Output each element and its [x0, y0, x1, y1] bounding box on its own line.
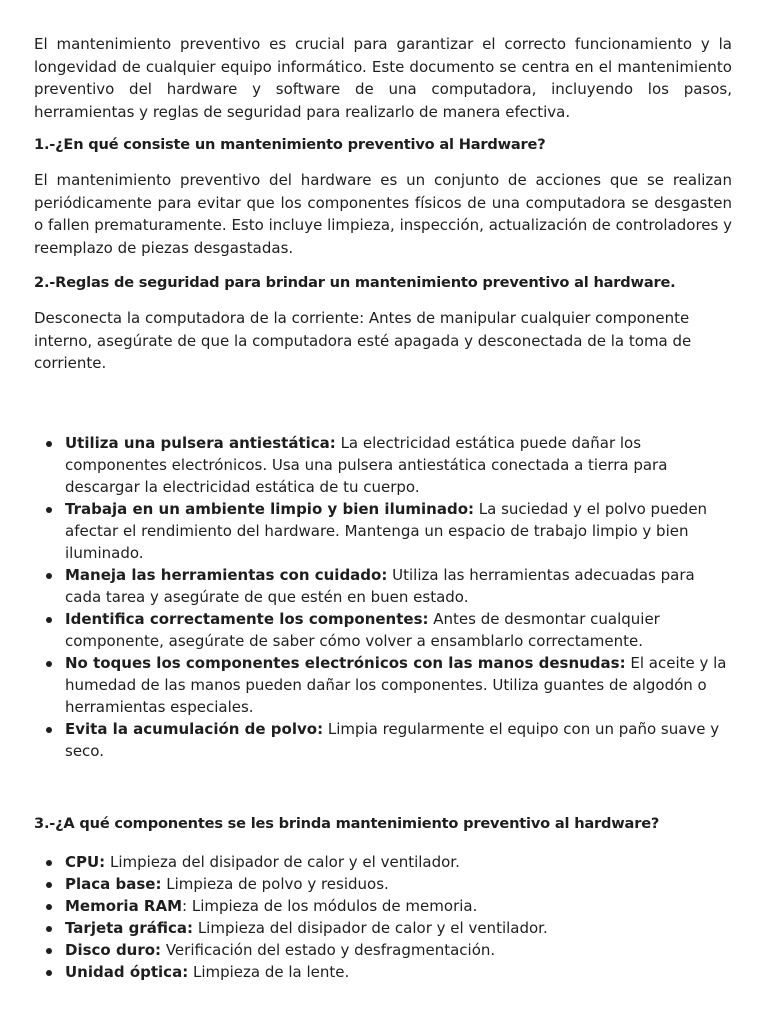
- list-item-term: Memoria RAM: [65, 896, 183, 915]
- list-item-term: No toques los componentes electrónicos con las manos desnudas:: [65, 653, 626, 672]
- section-1-paragraph: El mantenimiento preventivo del hardware es un conjunto de acciones que se realizan periódicamente para evitar que los componentes físicos de una computadora se desgasten o fallen prematuramente. Esto incluye limpieza, inspección, actualización de controladores y reemplazo de piezas desgastadas.: [34, 171, 732, 257]
- list-item-text: Limpieza de la lente.: [188, 962, 350, 981]
- intro-paragraph: El mantenimiento preventivo es crucial para garantizar el correcto funcionamiento y la longevidad de cualquier equipo informático. Este documento se centra en el mantenimiento preventivo del hardware y software de una computadora, incluyendo los pasos, herramientas y reglas de seguridad para realizarlo de manera efectiva.: [34, 35, 732, 121]
- list-item-text: Antes de desmontar cualquier componente, asegúrate de saber cómo volver a ensamblarlo correctamente.: [65, 609, 660, 650]
- list-item: [34, 718, 732, 762]
- list-item-text: : Limpieza de los módulos de memoria.: [182, 896, 478, 915]
- list-item-term: Utiliza una pulsera antiestática:: [65, 433, 336, 452]
- section-3-heading: 3.-¿A qué componentes se les brinda mantenimiento preventivo al hardware?: [34, 814, 660, 832]
- list-item-term: Identifica correctamente los componentes:: [65, 609, 429, 628]
- list-item-text: Limpia regularmente el equipo con un paño suave y seco.: [65, 719, 720, 760]
- list-item-text: La suciedad y el polvo pueden afectar el rendimiento del hardware. Mantenga un espacio de trabajo limpio y bien iluminado.: [65, 499, 708, 562]
- list-item-term: Maneja las herramientas con cuidado:: [65, 565, 388, 584]
- list-item: [34, 432, 732, 498]
- list-item: [34, 652, 732, 718]
- list-item-term: Disco duro:: [65, 940, 162, 959]
- list-item-term: Trabaja en un ambiente limpio y bien iluminado:: [65, 499, 474, 518]
- list-item-text: Verificación del estado y desfragmentación.: [161, 940, 496, 959]
- safety-rules-list: [34, 432, 732, 762]
- section-1-heading: 1.-¿En qué consiste un mantenimiento preventivo al Hardware?: [34, 136, 546, 153]
- list-item: [34, 873, 732, 895]
- list-item: [34, 895, 732, 917]
- list-item-text: Limpieza del disipador de calor y el ventilador.: [105, 852, 460, 871]
- components-list: [34, 851, 732, 983]
- list-item-text: Limpieza del disipador de calor y el ventilador.: [193, 918, 548, 937]
- list-item: [34, 917, 732, 939]
- list-item: [34, 961, 732, 983]
- list-item: [34, 851, 732, 873]
- list-item-term: Evita la acumulación de polvo:: [65, 719, 324, 738]
- list-item-term: Placa base:: [65, 874, 162, 893]
- list-item: [34, 498, 732, 564]
- section-2-paragraph: Desconecta la computadora de la corriente: Antes de manipular cualquier componente interno, asegúrate de que la computadora esté apagada y desconectada de la toma de corriente.: [34, 309, 692, 372]
- document-page: [34, 33, 732, 983]
- list-item-text: Utiliza las herramientas adecuadas para cada tarea y asegúrate de que estén en buen estado.: [65, 565, 695, 606]
- list-item-text: La electricidad estática puede dañar los componentes electrónicos. Usa una pulsera antiestática conectada a tierra para descargar la electricidad estática de tu cuerpo.: [65, 433, 668, 496]
- list-item-text: El aceite y la humedad de las manos pueden dañar los componentes. Utiliza guantes de algodón o herramientas especiales.: [65, 653, 727, 716]
- list-item: [34, 939, 732, 961]
- list-item-term: Tarjeta gráfica:: [65, 918, 194, 937]
- list-item-text: Limpieza de polvo y residuos.: [161, 874, 389, 893]
- list-item-term: CPU:: [65, 852, 106, 871]
- section-2-heading: 2.-Reglas de seguridad para brindar un mantenimiento preventivo al hardware.: [34, 274, 676, 291]
- list-item: [34, 608, 732, 652]
- list-item: [34, 564, 732, 608]
- list-item-term: Unidad óptica:: [65, 962, 189, 981]
